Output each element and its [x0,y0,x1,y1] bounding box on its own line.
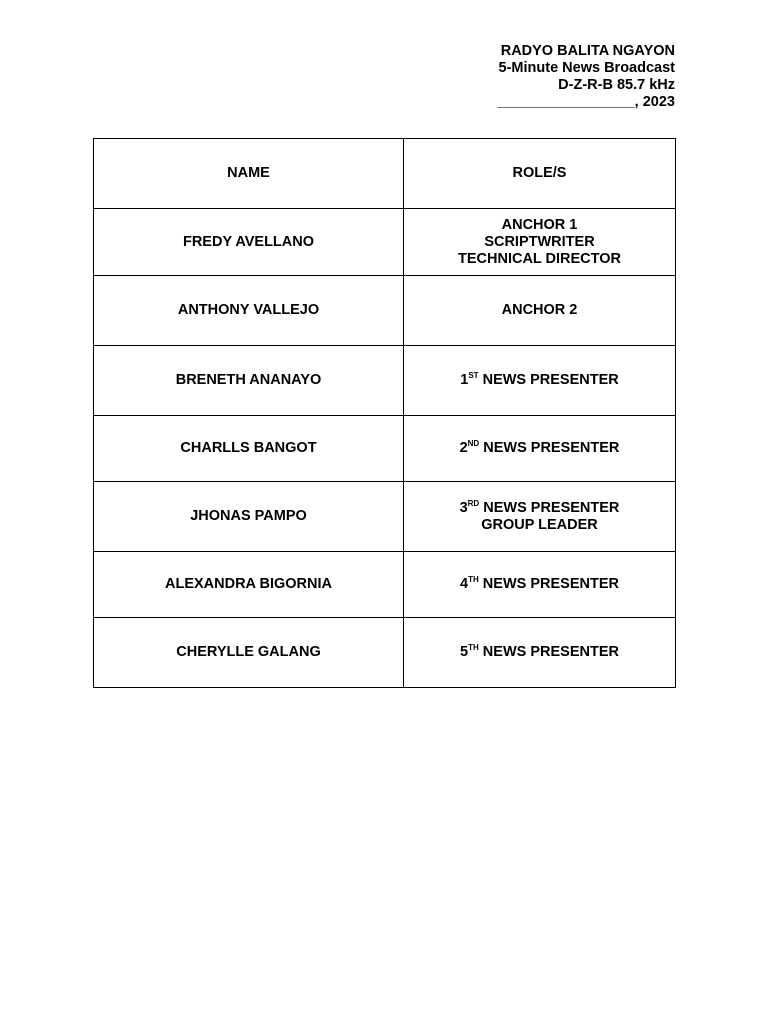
role-line: 5TH NEWS PRESENTER [460,643,619,660]
role-line: 4TH NEWS PRESENTER [460,575,619,592]
member-roles [404,416,676,482]
role-line: GROUP LEADER [481,516,598,533]
date-line: _________________, 2023 [497,94,675,110]
member-roles [404,346,676,416]
role-line: ANCHOR 2 [501,302,578,318]
role-line: 3RD NEWS PRESENTER [459,498,620,516]
member-roles [404,618,676,688]
column-header-roles: ROLE/S [404,139,676,209]
station-name: RADYO BALITA NGAYON [500,43,675,59]
member-name: JHONAS PAMPO [94,482,404,552]
member-roles [404,276,676,346]
table-header-row [94,139,676,209]
role-line: 2ND NEWS PRESENTER [459,439,620,456]
table-row [94,552,676,618]
table-row [94,346,676,416]
member-roles [404,552,676,618]
table-row [94,416,676,482]
member-name: CHERYLLE GALANG [94,618,404,688]
column-header-name: NAME [94,139,404,209]
member-roles [404,482,676,552]
member-name: BRENETH ANANAYO [94,346,404,416]
member-name: ANTHONY VALLEJO [94,276,404,346]
table-row [94,618,676,688]
role-line: TECHNICAL DIRECTOR [458,250,621,267]
table-row [94,276,676,346]
member-name: CHARLLS BANGOT [94,416,404,482]
member-name: ALEXANDRA BIGORNIA [94,552,404,618]
member-roles [404,209,676,276]
document-header [498,43,675,111]
role-line: SCRIPTWRITER [484,233,595,250]
table-row [94,209,676,276]
role-line: 1ST NEWS PRESENTER [460,371,619,388]
member-name: FREDY AVELLANO [94,209,404,276]
table-row [94,482,676,552]
roster-table [93,138,676,688]
program-title: 5-Minute News Broadcast [498,60,675,76]
role-line: ANCHOR 1 [501,216,578,233]
frequency-line: D-Z-R-B 85.7 kHz [558,77,675,93]
